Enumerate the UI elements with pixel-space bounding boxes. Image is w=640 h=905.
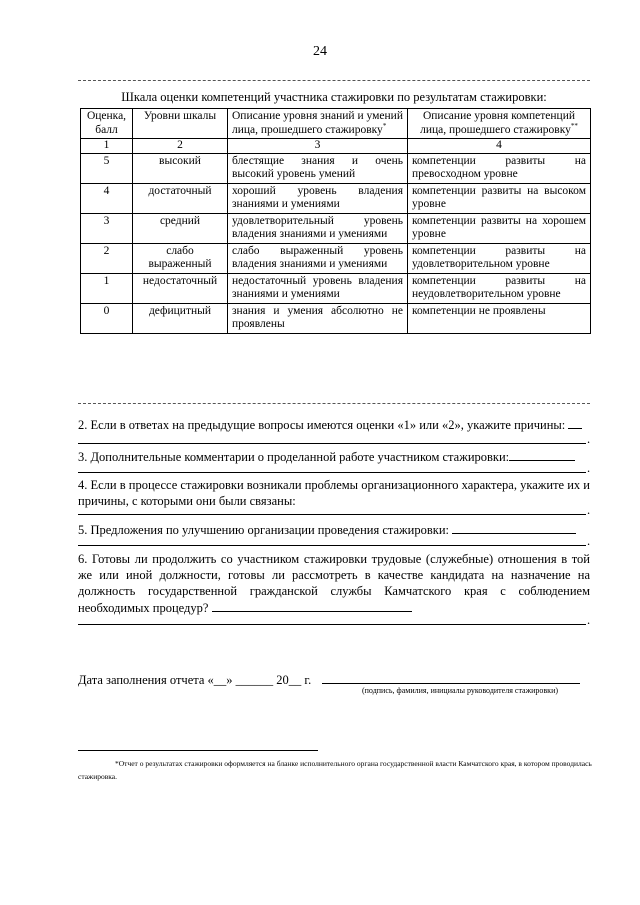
knowledge-cell: знания и умения абсолютно не проявлены xyxy=(228,303,408,333)
header-knowledge: Описание уровня знаний и умений лица, прошедшего стажировку* xyxy=(228,109,408,139)
level-cell: слабо выраженный xyxy=(133,243,228,273)
competence-cell: компетенции развиты на удовлетворительном уровне xyxy=(408,243,591,273)
answer-line-5[interactable] xyxy=(78,545,586,546)
answer-line-4[interactable] xyxy=(78,514,586,515)
header-score: Оценка, балл xyxy=(81,109,133,139)
score-cell: 1 xyxy=(81,273,133,303)
fill-date-label: Дата заполнения отчета «__» ______ 20__ г. xyxy=(78,673,312,687)
competence-scale-table xyxy=(80,108,591,334)
answer-line-6[interactable] xyxy=(78,624,586,625)
table-title: Шкала оценки компетенций участника стажировки по результатам стажировки: xyxy=(121,90,547,104)
header-competence: Описание уровня компетенций лица, прошедшего стажировку** xyxy=(408,109,591,139)
column-number: 1 xyxy=(81,139,133,154)
answer-line-2[interactable] xyxy=(78,443,586,444)
table-row xyxy=(81,213,591,243)
level-cell: недостаточный xyxy=(133,273,228,303)
page-number: 24 xyxy=(313,44,327,59)
separator-top xyxy=(78,80,590,81)
question-2: 2. Если в ответах на предыдущие вопросы имеются оценки «1» или «2», укажите причины: xyxy=(78,416,590,433)
score-cell: 5 xyxy=(81,153,133,183)
knowledge-cell: слабо выраженный уровень владения знаниями и умениями xyxy=(228,243,408,273)
score-cell: 0 xyxy=(81,303,133,333)
competence-cell: компетенции развиты на высоком уровне xyxy=(408,183,591,213)
table-row xyxy=(81,183,591,213)
competence-cell: компетенции развиты на неудовлетворительном уровне xyxy=(408,273,591,303)
competence-cell: компетенции развиты на хорошем уровне xyxy=(408,213,591,243)
question-5: 5. Предложения по улучшению организации проведения стажировки: xyxy=(78,521,590,538)
knowledge-cell: недостаточный уровень владения знаниями и умениями xyxy=(228,273,408,303)
separator-bottom xyxy=(78,403,590,404)
level-cell: достаточный xyxy=(133,183,228,213)
column-number: 2 xyxy=(133,139,228,154)
question-4: 4. Если в процессе стажировки возникали проблемы организационного характера, укажите их и причины, с которыми они были связаны: xyxy=(78,478,590,508)
knowledge-cell: блестящие знания и очень высокий уровень умений xyxy=(228,153,408,183)
competence-cell: компетенции не проявлены xyxy=(408,303,591,333)
knowledge-cell: удовлетворительный уровень владения знаниями и умениями xyxy=(228,213,408,243)
answer-line-3[interactable] xyxy=(78,472,586,473)
score-cell: 4 xyxy=(81,183,133,213)
signature-caption: (подпись, фамилия, инициалы руководителя стажировки) xyxy=(361,686,559,695)
header-level: Уровни шкалы xyxy=(133,109,228,139)
competence-cell: компетенции развиты на превосходном уровне xyxy=(408,153,591,183)
table-row xyxy=(81,153,591,183)
signature-field[interactable] xyxy=(322,671,580,684)
table-row xyxy=(81,303,591,333)
footnote: *Отчет о результатах стажировки оформляется на бланке исполнительного органа государственной власти Камчатского края, в котором проводилась стажировка. xyxy=(78,759,592,781)
column-number: 4 xyxy=(408,139,591,154)
question-6: 6. Готовы ли продолжить со участником стажировки трудовые (служебные) отношения в той же или иной должности, готовы ли рассмотреть в качестве кандидата на назначение на должность государственной гражданской службы Камчатского края с соблюдением необходимых процедур? xyxy=(78,552,590,615)
score-cell: 3 xyxy=(81,213,133,243)
score-cell: 2 xyxy=(81,243,133,273)
question-3: 3. Дополнительные комментарии о проделанной работе участником стажировки: xyxy=(78,448,590,465)
table-row xyxy=(81,273,591,303)
table-row xyxy=(81,243,591,273)
knowledge-cell: хороший уровень владения знаниями и умениями xyxy=(228,183,408,213)
footnote-rule xyxy=(78,750,318,751)
level-cell: средний xyxy=(133,213,228,243)
column-numbers-row xyxy=(81,139,591,154)
level-cell: дефицитный xyxy=(133,303,228,333)
column-number: 3 xyxy=(228,139,408,154)
level-cell: высокий xyxy=(133,153,228,183)
table-header-row xyxy=(81,109,591,139)
